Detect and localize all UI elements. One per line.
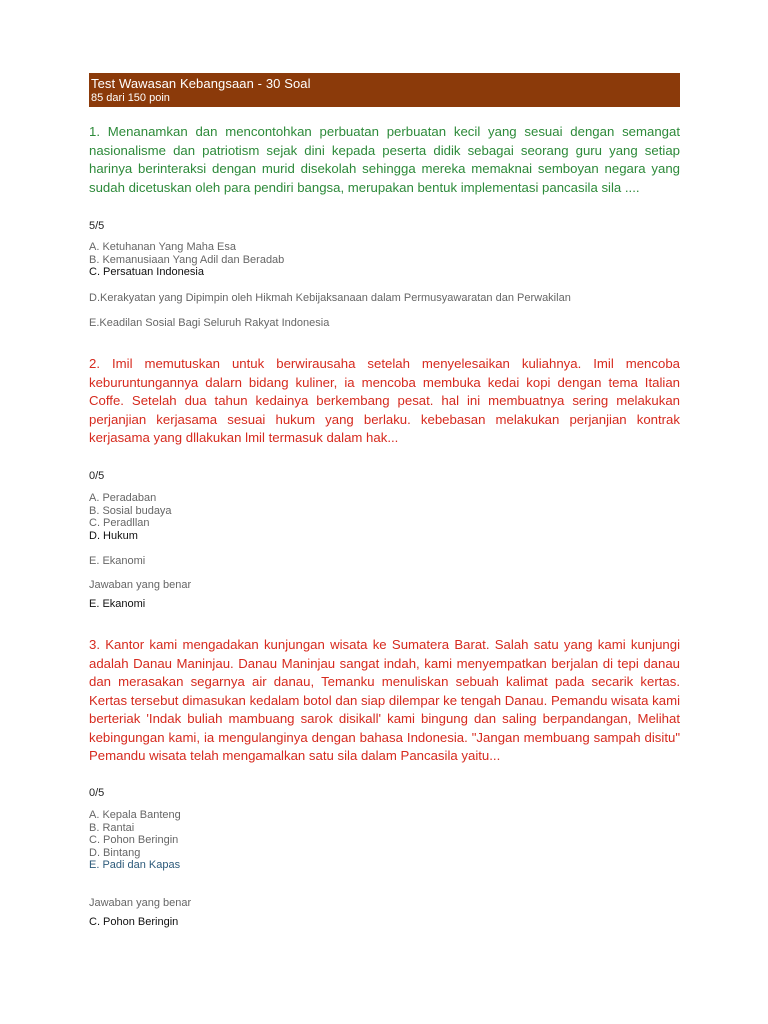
question-1 [89,123,680,197]
option-e [89,317,680,330]
option-d: D. Bintang [89,846,141,859]
question-3-options [89,809,680,872]
quiz-score-summary: 85 dari 150 poin [91,92,170,104]
quiz-header [89,73,680,107]
correct-answer: E. Ekanomi [89,598,146,610]
option-e-text: E.Keadilan Sosial Bagi Seluruh Rakyat Indonesia [89,317,330,329]
option-b: B. Sosial budaya [89,504,172,517]
question-3 [89,636,680,766]
option-a: A. Kepala Banteng [89,809,181,821]
option-d: D.Kerakyatan yang Dipimpin oleh Hikmah Kebijaksanaan dalam Permusyawaratan dan Perwakilan [89,292,571,304]
option-d: D. Hukum [89,529,138,542]
quiz-document [89,73,680,928]
question-2-score: 0/5 [89,470,105,482]
question-2-options [89,492,680,542]
quiz-title: Test Wawasan Kebangsaan - 30 Soal [91,76,311,91]
question-3-text: 3. Kantor kami mengadakan kunjungan wisata ke Sumatera Barat. Salah satu yang kami kunjungi adalah Danau Maninjau. Danau Maninjau sangat indah, kami menyempatkan berjalan di tepi danau dan merasakan segarnya air danau, Temanku menuliskan sebuah kalimat pada secarik kertas. Kertas tersebut dimasukan kedalam botol dan siap dilempar ke tengah Danau. Pemandu wisata kami berteriak 'Indak buliah mambuang sarok disikall' kami bingung dan saling berpandangan, Melihat kebingungan kami, ia mengulanginya dengan bahasa Indonesia. "Jangan membuang sampah disitu" Pemandu wisata telah mengamalkan satu sila dalam Pancasila yaitu... [89,637,680,763]
option-c: C. Pohon Beringin [89,834,179,846]
question-2-text: 2. Imil memutuskan untuk berwirausaha setelah menyelesaikan kuliahnya. Imil mencoba keburuntungannya dalarn bidang kuliner, ia mencoba membuka kedai kopi dengan tema Italian Coffe. Setelah dua tahun kedainya berkembang pesat. hal ini membuatnya sering melakukan perjanjian kerjasama sesuai hukum yang berlaku. kebebasan melakukan perjanjian kontrak kerjasama yang dllakukan lmil termasuk dalam hak... [89,356,680,445]
correct-answer-label: Jawaban yang benar [89,897,192,909]
option-b: B. Kemanusiaan Yang Adil dan Beradab [89,253,285,266]
question-1-options [89,241,680,279]
question-1-text: 1. Menanamkan dan mencontohkan perbuatan perbuatan kecil yang sesuai dengan semangat nasionalisme dan patriotism sejak dini kepada peserta didik sebagai seorang guru yang setiap harinya berinteraksi dengan murid disekolah sehingga mereka memaknai semboyan negara yang sudah dicetuskan oleh para pendiri bangsa, merupakan bentuk implementasi pancasila sila .... [89,124,680,195]
option-c: C. Persatuan Indonesia [89,266,204,278]
question-2 [89,355,680,448]
option-c: C. Peradllan [89,517,150,529]
correct-answer-label: Jawaban yang benar [89,579,192,591]
option-e: E. Padi dan Kapas [89,859,181,871]
question-3-score: 0/5 [89,787,105,799]
option-a: A. Peradaban [89,492,157,504]
question-1-score: 5/5 [89,220,105,232]
option-e-text: E. Ekanomi [89,555,146,567]
option-a: A. Ketuhanan Yang Maha Esa [89,241,236,253]
correct-answer: C. Pohon Beringin [89,916,179,928]
option-e [89,555,680,568]
option-b: B. Rantai [89,821,135,834]
